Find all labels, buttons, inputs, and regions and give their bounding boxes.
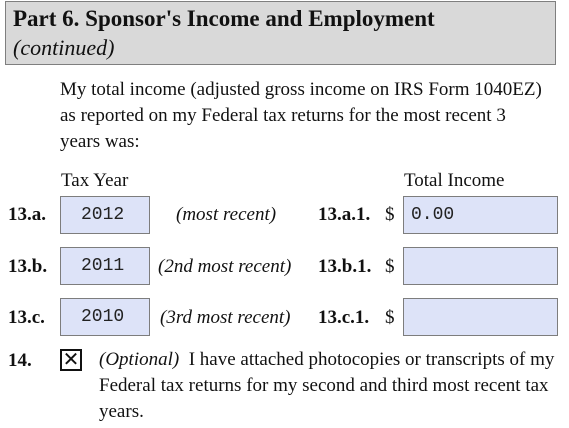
recency-label-13a: (most recent) [176, 204, 277, 225]
currency-symbol: $ [385, 256, 395, 277]
item-number-13a1: 13.a.1. [318, 204, 371, 225]
recency-label-13c: (3rd most recent) [160, 307, 291, 328]
total-income-column-header: Total Income [404, 170, 505, 191]
tax-year-field-13b[interactable]: 2011 [60, 247, 150, 285]
total-income-field-13a1[interactable]: 0.00 [403, 196, 558, 234]
section-subtitle: (continued) [13, 35, 115, 60]
item-number-14: 14. [8, 350, 32, 371]
recency-label-13b: (2nd most recent) [158, 256, 292, 277]
item-number-13b1: 13.b.1. [318, 256, 372, 277]
item-number-13c: 13.c. [8, 307, 45, 328]
currency-symbol: $ [385, 307, 395, 328]
item-number-13b: 13.b. [8, 256, 48, 277]
checkmark-x-icon: ✕ [62, 347, 80, 371]
section-header [5, 1, 556, 65]
section-title: Part 6. Sponsor's Income and Employment [13, 6, 435, 31]
currency-symbol: $ [385, 204, 395, 225]
item-number-13c1: 13.c.1. [318, 307, 370, 328]
tax-year-column-header: Tax Year [61, 170, 129, 191]
tax-year-field-13a[interactable]: 2012 [60, 196, 150, 234]
attached-statement: I have attached photocopies or transcripts of my Federal tax returns for my second and third most recent tax years. [99, 349, 555, 422]
tax-returns-attached-label [99, 347, 559, 425]
income-instructions: My total income (adjusted gross income on IRS Form 1040EZ) as reported on my Federal tax returns for the most recent 3 years was: [60, 79, 542, 152]
tax-returns-attached-checkbox[interactable] [60, 349, 82, 371]
tax-year-field-13c[interactable]: 2010 [60, 298, 150, 336]
total-income-field-13b1[interactable] [403, 247, 558, 285]
total-income-field-13c1[interactable] [403, 298, 558, 336]
optional-label: (Optional) [99, 349, 180, 370]
item-number-13a: 13.a. [8, 204, 46, 225]
